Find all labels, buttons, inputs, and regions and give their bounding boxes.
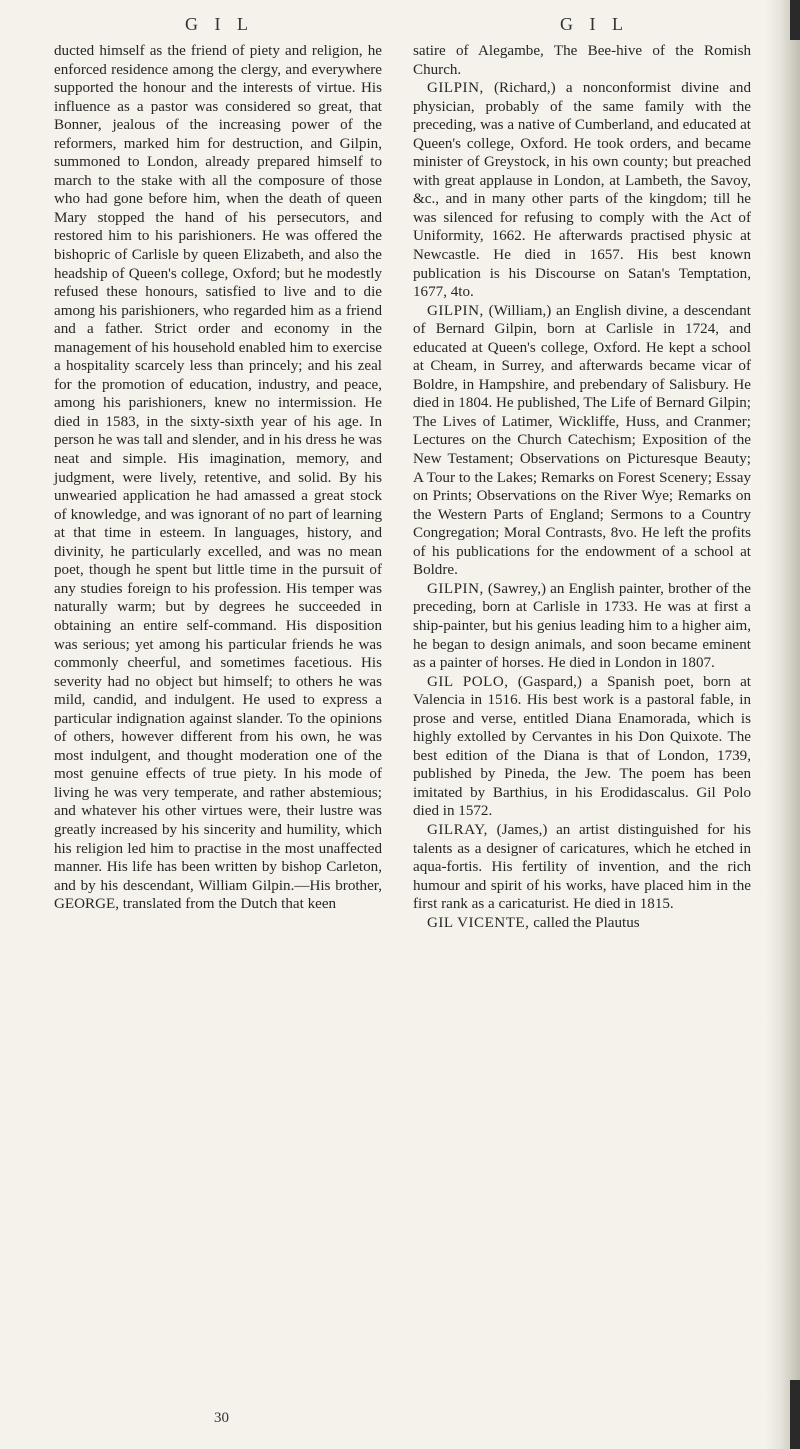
running-head-left: G I L [185,14,254,34]
left-column [54,42,382,914]
paragraph-continuation [413,42,751,79]
entry-text: (Sawrey,) an English painter, brother of the preceding, born at Carlisle in 1733. He was at first a ship-painter, but his genius leading him to a higher aim, he began to design animals, and soon became eminent as a painter of horses. He died in London in 1807. [413,580,751,672]
entry-text: (William,) an English divine, a descendant of Bernard Gilpin, born at Carlisle in 1724, and educated at Queen's college, Oxford. He kept a school at Cheam, in Surrey, and afterwards became vicar of Boldre, in Hampshire, and prebendary of Salisbury. He died in 1804. He published, The Life of Bernard Gilpin; The Lives of Latimer, Wickliffe, Huss, and Cranmer; Lectures on the Church Catechism; Exposition of the New Testament; Observations on Picturesque Beauty; A Tour to the Lakes; Remarks on Forest Scenery; Essay on Prints; Observations on the River Wye; Remarks on the Western Parts of England; Sermons to a Country Congregation; Moral Contrasts, 8vo. He left the profits of his publications for the endowment of a school at Boldre. [413,302,752,579]
page-number: 30 [214,1410,229,1426]
entry-text: (Richard,) a nonconformist divine and physician, probably of the same family with the preceding, was a native of Cumberland, and educated at Queen's college, Oxford. He took orders, and became minister of Greystock, in his own county; but preached with great applause in London, at Lambeth, the Savoy, &c., and in many other parts of the kingdom; till he was silenced for refusing to comply with the Act of Uniformity, 1662. He afterwards practised physic at Newcastle. He died in 1657. His best known publication is his Discourse on Satan's Temptation, 1677, 4to. [413,80,751,301]
paragraph-continuation: ducted himself as the friend of piety and religion, he enforced residence among the clergy, and everywhere supported the honour and the interests of virtue. His influence as a pastor was considered so great, that Bonner, jealous of the increasing power of the reformers, marked him for destruction, and Gilpin, summoned to London, already prepared himself to march to the stake with all the composure of those who had gone before him, when the death of queen Mary stopped the hand of his persecutors, and restored him to his parishioners. He was offered the bishopric of Carlisle by queen Elizabeth, and also the headship of Queen's college, Oxford; but he modestly refused these honours, satisfied to live and to die among his parishioners, who regarded him as a friend and a father. Strict order and economy in the management of his household enabled him to exercise a hospitality scarcely less than princely; and his zeal for the promotion of education, industry, and peace, among his parishioners, knew no intermission. He died in 1583, in the sixty-sixth year of his age. In person he was tall and slender, and in his dress he was neat and simple. His imagination, memory, and judgment, were lively, retentive, and solid. By his unwearied application he had amassed a great stock of knowledge, and was ignorant of no part of learning at that time in esteem. In languages, history, and divinity, he particularly excelled, and was no mean poet, though he spent but little time in the pursuit of any studies foreign to his profession. His temper was naturally warm; but by degrees he succeeded in obtaining an entire self-command. His disposition was serious; yet among his particular friends he was commonly cheerful, and sometimes facetious. His severity had no object but himself; to others he was mild, candid, and indulgent. He used to express a particular indignation against slander. To the opinions of others, however different from his own, he was most indulgent, and thought moderation one of the most genuine effects of true piety. In his mode of living he was very temperate, and rather abstemious; and whatever his other virtues were, their lustre was greatly increased by his sincerity and humility, which his religion led him to practise in the most unaffected manner. His life has been written by bishop Carleton, and by his descendant, William Gilpin.—His brother, GEORGE, translated from the Dutch that keen [54,43,382,913]
entry-headword: GIL POLO, [427,673,509,690]
entry-text: (Gaspard,) a Spanish poet, born at Valencia in 1516. His best work is a pastoral fable, in prose and verse, entitled Diana Enamorada, which is highly extolled by Cervantes in his Don Quixote. The best edition of the Diana is that of London, 1739, published by Pineda, the Jew. The poem has been imitated by Barthius, in his Erodidascalus. Gil Polo died in 1572. [413,673,751,820]
entry-gilpin-william [413,302,751,580]
running-head-right: G I L [560,14,629,34]
entry-headword: GIL VICENTE, [427,914,530,931]
right-column [413,42,751,932]
entry-gil-vicente [413,914,751,933]
page-edge-shadow [766,0,800,1449]
entry-gilpin-sawrey [413,580,751,673]
entry-headword: GILPIN, [427,80,484,97]
entry-text: satire of Alegambe, The Bee-hive of the Romish Church. [413,43,751,78]
entry-gil-polo [413,673,751,821]
entry-headword: GILRAY, [427,821,488,838]
page-edge-mark [790,1380,800,1449]
entry-text: called the Plautus [529,914,640,931]
entry-text: (James,) an artist distinguished for his talents as a designer of caricatures, which he etched in aqua-fortis. His fertility of invention, and the rich humour and spirit of his works, have placed him in the first rank as a caricaturist. He died in 1815. [413,821,751,913]
page-edge-mark [790,0,800,40]
entry-gilpin-richard [413,79,751,302]
entry-headword: GILPIN, [427,580,484,597]
entry-headword: GILPIN, [427,302,484,319]
entry-gilray [413,821,751,914]
